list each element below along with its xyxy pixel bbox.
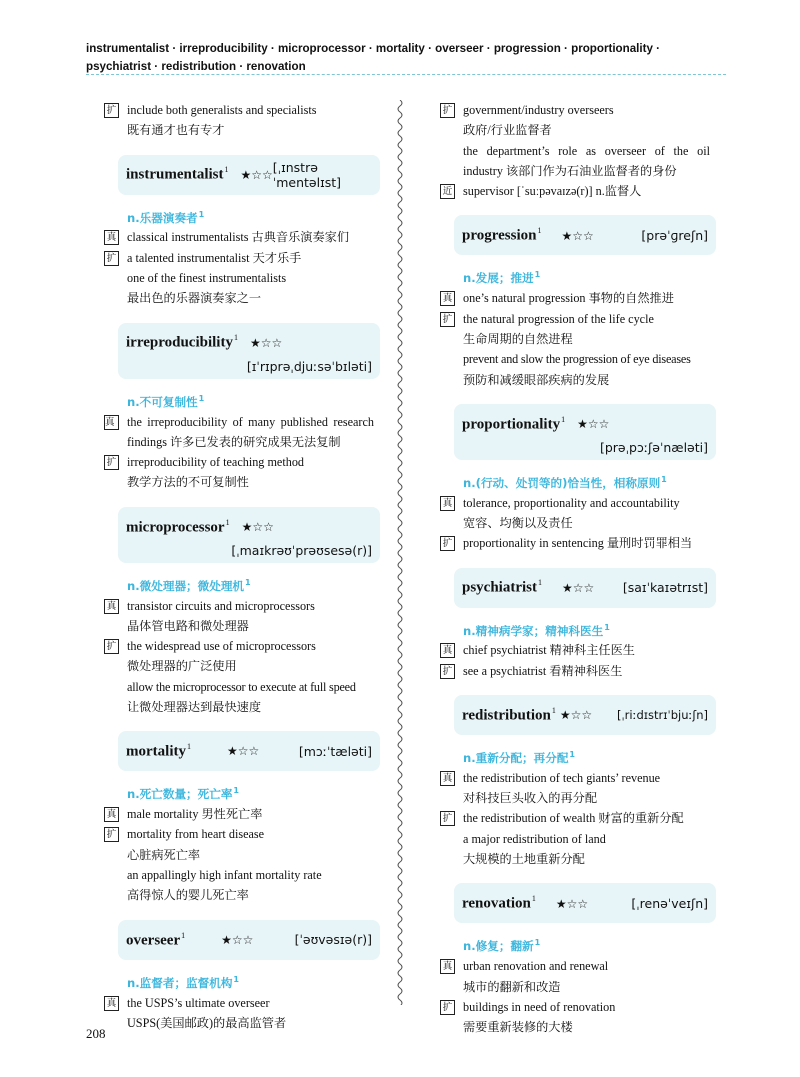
list-item: 扩 mortality from heart disease xyxy=(104,824,374,844)
extended-tag: 扩 xyxy=(104,251,119,266)
list-item: 既有通才也有专才 xyxy=(127,123,225,138)
headword: progression xyxy=(462,227,537,244)
entry-mortality: mortality$^1$ ★☆☆ [mɔːˈtæləti] xyxy=(118,731,380,771)
headword: proportionality xyxy=(462,415,561,432)
list-item: 真 one’s natural progression 事物的自然推进 xyxy=(440,288,710,308)
phonetic: [prəˈɡreʃn] xyxy=(641,227,708,243)
headword: renovation xyxy=(462,895,531,912)
list-item: 教学方法的不可复制性 xyxy=(127,475,249,490)
list-item: USPS(美国邮政)的最高监管者 xyxy=(127,1015,287,1030)
phonetic: [saɪˈkaɪətrɪst] xyxy=(622,580,708,596)
right-column xyxy=(440,100,710,1037)
phonetic: [ɪˈrɪprəˌdjuːsəˈbɪləti] xyxy=(246,358,372,374)
entry-psychiatrist: psychiatrist$^1$ ★☆☆ [saɪˈkaɪətrɪst] xyxy=(454,568,716,608)
part-of-speech: n.监督者；监督机构$^1$ xyxy=(127,974,239,990)
entry-microprocessor: microprocessor$^1$ ★☆☆ [ˌmaɪkrəʊˈprəʊsesə(r)] xyxy=(118,507,380,563)
extended-tag: 扩 xyxy=(440,1000,455,1015)
extended-tag: 扩 xyxy=(440,811,455,826)
star-rating: ★☆☆ xyxy=(559,708,593,723)
list-item: an appallingly high infant mortality rate xyxy=(127,868,322,883)
list-item: 真 chief psychiatrist 精神科主任医生 xyxy=(440,640,710,660)
part-of-speech: n.乐器演奏者$^1$ xyxy=(127,209,205,225)
star-rating: ★☆☆ xyxy=(555,896,589,911)
header-rule xyxy=(86,74,726,76)
list-item: 真 male mortality 男性死亡率 xyxy=(104,804,374,824)
headword: overseer xyxy=(126,931,181,948)
page-number: 208 xyxy=(86,1026,106,1041)
list-item: 城市的翻新和改造 xyxy=(463,979,561,994)
entry-overseer: overseer$^1$ ★☆☆ [ˈəʊvəsɪə(r)] xyxy=(118,920,380,960)
list-item: allow the microprocessor to execute at full speed xyxy=(127,679,356,694)
part-of-speech: n.重新分配；再分配$^1$ xyxy=(463,750,575,765)
list-item: 需要重新装修的大楼 xyxy=(463,1020,573,1035)
extended-tag: 扩 xyxy=(440,664,455,679)
list-item: 让微处理器达到最快速度 xyxy=(127,700,262,715)
true-example-tag: 真 xyxy=(440,291,455,306)
star-rating: ★☆☆ xyxy=(561,228,594,243)
headword: redistribution xyxy=(462,707,551,724)
entry-renovation: renovation$^1$ ★☆☆ [ˌrenəˈveɪʃn] xyxy=(454,883,716,923)
header-line-2: psychiatrist · redistribution · renovation xyxy=(86,60,306,73)
phonetic: [prəˌpɔːʃəˈnæləti] xyxy=(599,439,708,455)
list-item: the department’s role as overseer of the oil xyxy=(463,143,710,158)
part-of-speech: n.死亡数量；死亡率$^1$ xyxy=(127,786,239,802)
list-item: 扩 a talented instrumentalist 天才乐手 xyxy=(104,248,374,268)
list-item: 微处理器的广泛使用 xyxy=(127,659,237,674)
extended-tag: 扩 xyxy=(104,455,119,470)
list-item: one of the finest instrumentalists xyxy=(127,271,287,286)
extended-tag: 扩 xyxy=(104,827,119,842)
star-rating: ★☆☆ xyxy=(577,416,610,431)
list-item: industry 该部门作为石油业监督者的身份 xyxy=(463,163,677,178)
part-of-speech: n.修复；翻新$^1$ xyxy=(463,938,541,954)
star-rating: ★☆☆ xyxy=(241,519,274,534)
entry-redistribution: redistribution$^1$ ★☆☆ [ˌriːdɪstrɪˈbjuːʃn] xyxy=(454,695,716,735)
list-item: 真 the redistribution of tech giants’ revenue xyxy=(440,768,710,788)
star-rating: ★☆☆ xyxy=(562,580,595,595)
true-example-tag: 真 xyxy=(104,230,119,245)
extended-tag: 扩 xyxy=(440,103,455,118)
true-example-tag: 真 xyxy=(104,599,119,614)
extended-tag: 扩 xyxy=(104,103,119,118)
list-item: a major redistribution of land xyxy=(463,831,606,846)
list-item: 高得惊人的婴儿死亡率 xyxy=(127,888,249,903)
list-item: 心脏病死亡率 xyxy=(127,847,201,862)
running-header xyxy=(86,40,726,76)
list-item: 宽容、均衡以及责任 xyxy=(463,515,573,530)
column-divider xyxy=(396,100,404,1005)
phonetic: [ˈəʊvəsɪə(r)] xyxy=(294,932,372,948)
phonetic: [ˌrenəˈveɪʃn] xyxy=(631,895,708,911)
list-item: 政府/行业监督者 xyxy=(463,123,552,138)
extended-tag: 扩 xyxy=(440,536,455,551)
list-item: 扩 government/industry overseers xyxy=(440,100,710,120)
star-rating: ★☆☆ xyxy=(221,932,254,947)
extended-tag: 扩 xyxy=(104,639,119,654)
list-item: 近 supervisor [ˈsuːpəvaɪzə(r)] n.监督人 xyxy=(440,181,710,201)
list-item: 生命周期的自然进程 xyxy=(463,331,573,346)
synonym-tag: 近 xyxy=(440,184,455,199)
entry-progression: progression$^1$ ★☆☆ [prəˈɡreʃn] xyxy=(454,215,716,255)
true-example-tag: 真 xyxy=(104,996,119,1011)
list-item: 真 tolerance, proportionality and accountability xyxy=(440,493,710,513)
extended-tag: 扩 xyxy=(440,312,455,327)
list-item: 扩 proportionality in sentencing 量刑时罚罪相当 xyxy=(440,533,710,553)
list-item: 真 the irreproducibility of many published research xyxy=(105,414,374,429)
list-item: 真 the USPS’s ultimate overseer xyxy=(104,993,374,1013)
list-item: 扩 irreproducibility of teaching method xyxy=(104,452,374,472)
headword: psychiatrist xyxy=(462,579,537,596)
part-of-speech: n.微处理器；微处理机$^1$ xyxy=(127,577,251,593)
headword: microprocessor xyxy=(126,518,225,535)
list-item: 扩 include both generalists and specialists xyxy=(104,100,374,120)
list-item: 扩 the redistribution of wealth 财富的重新分配 xyxy=(440,808,710,828)
list-item: 真 transistor circuits and microprocessors xyxy=(104,596,374,616)
part-of-speech: n.发展；推进$^1$ xyxy=(463,270,541,286)
list-item: 大规模的土地重新分配 xyxy=(463,852,585,867)
star-rating: ★☆☆ xyxy=(249,335,283,350)
true-example-tag: 真 xyxy=(104,807,119,822)
list-item: 真 classical instrumentalists 古典音乐演奏家们 xyxy=(104,227,374,247)
phonetic: [ˌɪnstrəˈmentəlɪst] xyxy=(272,159,342,190)
phonetic: [ˌmaɪkrəʊˈprəʊsesə(r)] xyxy=(231,542,372,558)
list-item: findings 许多已发表的研究成果无法复制 xyxy=(127,434,341,449)
list-item: 扩 the natural progression of the life cycle xyxy=(440,309,710,329)
list-item: prevent and slow the progression of eye diseases xyxy=(463,352,691,367)
entry-irreproducibility: irreproducibility$^1$ ★☆☆ [ɪˈrɪprəˌdjuːsəˈbɪləti] xyxy=(118,323,380,379)
phonetic: [ˌriːdɪstrɪˈbjuːʃn] xyxy=(617,708,708,723)
part-of-speech: n.精神病学家；精神科医生$^1$ xyxy=(463,622,610,638)
headword: mortality xyxy=(126,743,186,760)
list-item: 晶体管电路和微处理器 xyxy=(127,618,249,633)
header-line-1: instrumentalist · irreproducibility · microprocessor · mortality · overseer · progression · proportionality · xyxy=(86,42,660,55)
headword: instrumentalist xyxy=(126,166,224,183)
true-example-tag: 真 xyxy=(440,643,455,658)
star-rating: ★☆☆ xyxy=(240,167,273,182)
star-rating: ★☆☆ xyxy=(226,744,260,759)
list-item: 扩 buildings in need of renovation xyxy=(440,997,710,1017)
part-of-speech: n.(行动、处罚等的)恰当性，相称原则$^1$ xyxy=(463,474,667,490)
list-item: 真 urban renovation and renewal xyxy=(440,956,710,976)
entry-proportionality: proportionality$^1$ ★☆☆ [prəˌpɔːʃəˈnæləti] xyxy=(454,404,716,460)
true-example-tag: 真 xyxy=(440,496,455,511)
true-example-tag: 真 xyxy=(440,959,455,974)
entry-instrumentalist: instrumentalist$^1$ ★☆☆ [ˌɪnstrəˈmentəlɪst] xyxy=(118,155,380,195)
true-example-tag: 真 xyxy=(104,415,119,430)
part-of-speech: n.不可复制性$^1$ xyxy=(127,393,205,409)
list-item: 扩 see a psychiatrist 看精神科医生 xyxy=(440,661,710,681)
headword: irreproducibility xyxy=(126,334,233,351)
left-column xyxy=(104,100,374,1033)
list-item: 对科技巨头收入的再分配 xyxy=(463,791,598,806)
true-example-tag: 真 xyxy=(440,771,455,786)
list-item: 预防和减缓眼部疾病的发展 xyxy=(463,372,610,387)
list-item: 最出色的乐器演奏家之一 xyxy=(127,291,262,306)
phonetic: [mɔːˈtæləti] xyxy=(298,743,372,759)
list-item: 扩 the widespread use of microprocessors xyxy=(104,636,374,656)
